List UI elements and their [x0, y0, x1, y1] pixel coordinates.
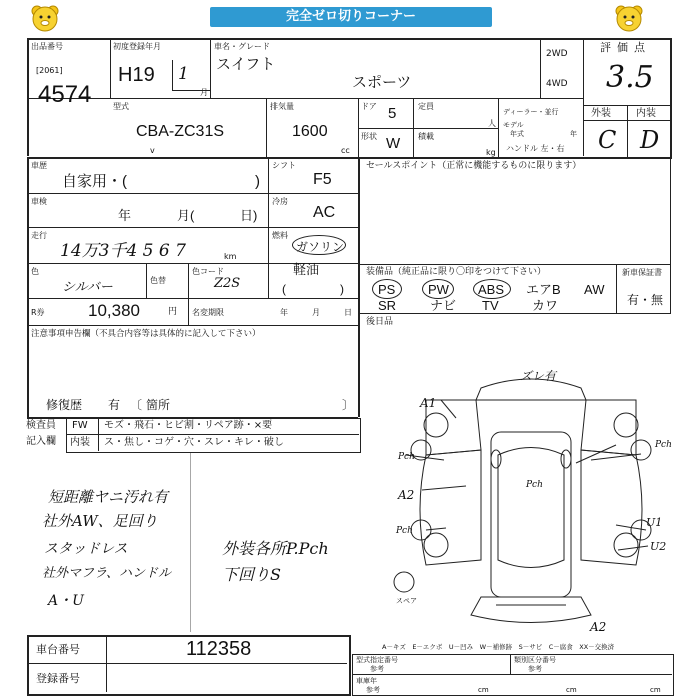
model-year-label: モデル: [503, 121, 524, 129]
damage-legend: A－キズ E－エクボ U－凹み W－補修跡 S－サビ C－腐食 XX－交換済: [382, 643, 615, 651]
note-line-2: 社外AW、足回り: [42, 512, 158, 530]
lot-number-label: 出品番号: [31, 42, 63, 51]
color-code: Z2S: [214, 276, 241, 291]
displacement-unit: cc: [341, 146, 350, 155]
bear-mascot-left-icon: [28, 4, 62, 34]
equip-abs: ABS: [478, 282, 505, 297]
diagram-top-note: ズレ有: [520, 369, 557, 383]
shape-label: 形状: [361, 132, 377, 141]
lot-sub-number: [2061]: [36, 66, 63, 75]
back-seat-label: 後日品: [366, 317, 394, 327]
model-mark: v: [150, 146, 155, 155]
first-registration-month-unit: 月: [200, 88, 208, 97]
drive-4wd: 4WD: [546, 79, 568, 89]
displacement-value: 1600: [292, 123, 328, 140]
mileage-label: 走行: [31, 231, 47, 240]
fuel-label: 燃料: [272, 231, 288, 240]
year-unit: 年: [570, 130, 577, 138]
recycle-label: R券: [31, 308, 45, 317]
shift-label: シフト: [272, 161, 296, 170]
history-label: 車歴: [31, 161, 47, 170]
mileage-value: 14万3千4 5 6 7: [60, 241, 186, 261]
type-designation-label: 型式指定番号: [356, 656, 398, 664]
doors-label: ドア: [361, 102, 377, 111]
name-change-day: 日: [344, 308, 352, 317]
color-label: 色: [31, 267, 39, 276]
color-change-label: 色替: [150, 276, 166, 285]
width-unit: cm: [566, 686, 577, 694]
length-unit: cm: [478, 686, 489, 694]
handle-label: ハンドル 左・右: [506, 144, 565, 153]
interior-label: 内装: [636, 108, 656, 119]
equip-sr: SR: [378, 298, 397, 313]
diagram-mark-pch-1: Pch: [398, 452, 415, 462]
reg-year-label: 車庫年: [356, 677, 377, 685]
color-value: シルバー: [62, 280, 113, 295]
class-number-ref: 参考: [528, 665, 542, 673]
note-line-5: A・U: [48, 593, 84, 609]
first-registration-label: 初度登録年月: [113, 42, 161, 51]
name-change-label: 名変期限: [192, 308, 224, 317]
repair-bracket-open: 〔: [130, 398, 143, 412]
inspection-month: 月(: [177, 208, 195, 223]
notes-label: 注意事項申告欄（不具合内容等は具体的に記入して下さい）: [31, 329, 261, 339]
equip-leather: カワ: [532, 298, 559, 313]
ac-label: 冷房: [272, 197, 288, 206]
record-label: 記入欄: [26, 436, 56, 447]
banner-title: 完全ゼロ切りコーナー: [210, 7, 492, 27]
ac-value: AC: [313, 204, 336, 221]
doors-value: 5: [388, 105, 397, 122]
first-registration-year: H19: [118, 64, 155, 86]
equip-ps: PS: [378, 282, 396, 297]
equip-tv: TV: [482, 298, 499, 313]
diagram-mark-pch-2: Pch: [526, 480, 543, 490]
reg-year-ref: 参考: [366, 686, 380, 694]
dealer-label: ディーラー・並行: [503, 108, 559, 116]
diagram-mark-pch-4: Pch: [396, 526, 413, 536]
interior-score: D: [640, 126, 660, 154]
fuel-gas: ガソリン: [296, 240, 345, 254]
diagram-mark-u2: U2: [650, 540, 667, 553]
exterior-label: 外装: [591, 108, 611, 119]
equip-aw: AW: [584, 282, 605, 297]
sales-point-label: セールスポイント（正常に機能するものに限ります）: [366, 161, 582, 171]
equip-ps-circle: [372, 279, 402, 299]
checker-interior: 内装: [70, 437, 90, 448]
diagram-mark-a2-bottom: A2: [590, 620, 607, 634]
load-label: 積載: [418, 132, 434, 141]
load-unit: kg: [486, 148, 496, 157]
recycle-value: 10,380: [88, 301, 140, 320]
car-name-label: 車名・グレード: [214, 42, 270, 51]
drive-2wd: 2WD: [546, 49, 568, 59]
recycle-unit: 円: [168, 307, 178, 317]
equip-navi: ナビ: [430, 298, 457, 313]
diagram-mark-pch-3: Pch: [655, 440, 672, 450]
capacity-label: 定員: [418, 102, 434, 111]
checker-items-row1: モズ・飛石・ヒビ割・リペア跡・×要: [104, 420, 273, 431]
name-change-month: 月: [312, 308, 320, 317]
new-car-warranty-value: 有・無: [627, 293, 664, 307]
exterior-score: C: [598, 126, 617, 154]
shift-value: F5: [313, 171, 332, 188]
type-designation-ref: 参考: [370, 665, 384, 673]
fuel-gas-circle: [292, 235, 346, 255]
history-value: 自家用・(: [62, 173, 127, 190]
note-right-1: 外装各所P.Pch: [222, 539, 329, 558]
registration-label: 登録番号: [36, 672, 80, 685]
diagram-mark-a1: A1: [420, 396, 437, 410]
bear-mascot-right-icon: [612, 4, 646, 34]
note-line-3: スタッドレス: [44, 541, 128, 557]
chassis-label: 車台番号: [36, 643, 80, 656]
history-close: ): [255, 173, 260, 190]
class-number-label: 類別区分番号: [514, 656, 556, 664]
checker-fw: FW: [72, 420, 88, 431]
equip-airbag: エアB: [526, 282, 561, 297]
mileage-unit: km: [224, 252, 237, 261]
model-label: 型式: [113, 102, 129, 111]
score-label: 評価点: [600, 41, 651, 54]
capacity-unit: 人: [488, 119, 496, 128]
displacement-label: 排気量: [270, 102, 294, 111]
first-registration-month: 1: [178, 64, 189, 84]
equip-abs-circle: [473, 279, 511, 299]
diagram-mark-u1: U1: [646, 516, 663, 529]
color-code-label: 色コード: [192, 267, 224, 276]
height-unit: cm: [650, 686, 661, 694]
note-line-4: 社外マフラ、ハンドル: [42, 566, 171, 581]
note-right-2: 下回りS: [222, 565, 281, 584]
diagram-mark-a2-left: A2: [398, 488, 415, 502]
model-value: CBA-ZC31S: [136, 123, 225, 140]
repair-label: 修復歴: [46, 398, 83, 412]
year-label: 年式: [510, 130, 524, 138]
inspection-label: 車検: [31, 197, 47, 206]
equip-pw: PW: [428, 282, 449, 297]
repair-has: 有: [108, 398, 121, 412]
chassis-value: 112358: [186, 638, 252, 660]
new-car-warranty-label: 新車保証書: [622, 268, 662, 277]
score-value: 3.5: [606, 60, 654, 95]
equipment-label: 装備品（純正品に限り〇印をつけて下さい）: [366, 267, 547, 277]
equip-pw-circle: [422, 279, 454, 299]
fuel-diesel: 軽油: [293, 262, 320, 277]
repair-bracket-close: 〕: [342, 398, 355, 412]
lot-number: 4574: [38, 81, 92, 108]
checker-items-row2: ス・焦し・コゲ・穴・スレ・キレ・破し: [104, 437, 284, 448]
checker-label: 検査員: [26, 420, 56, 431]
note-line-1: 短距離ヤニ汚れ有: [48, 488, 169, 506]
shape-value: W: [386, 135, 401, 152]
inspection-day: 日): [240, 208, 258, 223]
car-grade: スポーツ: [352, 74, 412, 91]
inspection-year: 年: [118, 208, 132, 223]
car-name: スイフト: [216, 56, 276, 73]
diagram-spare-label: スペア: [396, 597, 417, 605]
repair-place: 箇所: [146, 398, 171, 412]
name-change-year: 年: [280, 308, 288, 317]
